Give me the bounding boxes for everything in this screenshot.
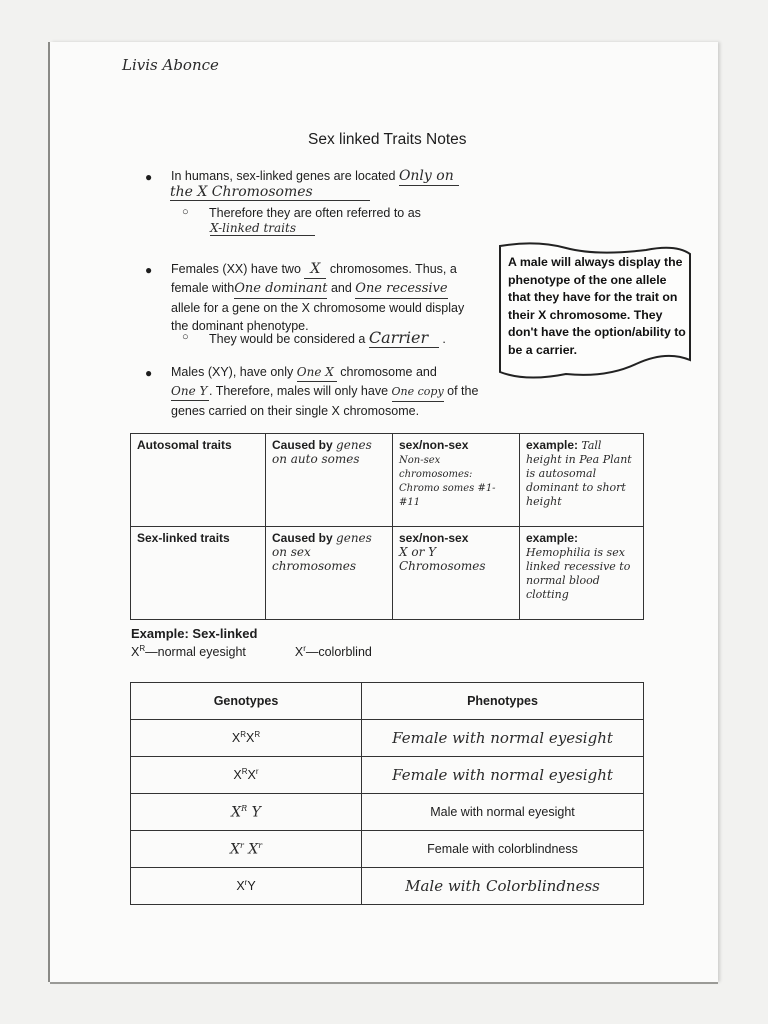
table-header-row (131, 683, 644, 720)
sex-cell: sex/non-sex Non-sex chromosomes: Chromo somes #1-#11 (393, 434, 520, 527)
example-heading: Example: Sex-linked (131, 626, 258, 641)
genotypes-header: Genotypes (131, 683, 362, 720)
caused-cell: Caused by genes on sex chromosomes (266, 527, 393, 620)
bullet-2: Females (XX) have two X chromosomes. Thus, a female withOne dominant and One recessive allele for a gene on the X chromosome would display the dominant phenotype. (171, 261, 465, 333)
bullet-1: In humans, sex-linked genes are located Only on (171, 167, 501, 186)
table-row (131, 868, 644, 905)
phenotypes-header: Phenotypes (362, 683, 644, 720)
phenotype-cell: Female with colorblindness (362, 831, 644, 868)
genotype-cell: $X^RX^R$ (131, 720, 362, 757)
example-cell: example: Hemophilia is sex linked recessive to normal blood clotting (520, 527, 644, 620)
phenotype-cell: Female with normal eyesight (362, 757, 644, 794)
bullet-1-sub: Therefore they are often referred to as (209, 206, 421, 220)
caused-cell: Caused by genes on auto somes (266, 434, 393, 527)
genotype-cell: $X^r$ $X^r$ (131, 831, 362, 868)
bullet-dot: ● (145, 170, 153, 184)
genotype-table (130, 682, 644, 905)
phenotype-cell: Male with normal eyesight (362, 794, 644, 831)
table-row (131, 794, 644, 831)
genotype-cell: $X^rY$ (131, 868, 362, 905)
table-row (131, 434, 644, 527)
genotype-cell: $X^R$ Y (131, 794, 362, 831)
bullet-1-sub-answer: X-linked traits (210, 221, 315, 236)
phenotype-cell: Male with Colorblindness (362, 868, 644, 905)
row-name: Autosomal traits (131, 434, 266, 527)
bullet-dot: ● (145, 366, 153, 380)
row-name: Sex-linked traits (131, 527, 266, 620)
bullet-1-answer-line: the X Chromosomes (170, 184, 370, 201)
callout-box (496, 242, 692, 378)
genotype-cell: $X^RX^r$ (131, 757, 362, 794)
sub-bullet-circle: ○ (182, 206, 189, 218)
sex-cell: sex/non-sex X or Y Chromosomes (393, 527, 520, 620)
sub-bullet-circle: ○ (182, 331, 189, 343)
table-row (131, 720, 644, 757)
traits-table (130, 433, 644, 620)
example-cell: example: Tall height in Pea Plant is autosomal dominant to short height (520, 434, 644, 527)
bullet-3: Males (XY), have only One X chromosome and One Y . Therefore, males will only have One copy of the genes carried on their single X chromosome. (171, 365, 479, 418)
callout-text: A male will always display the phenotype of the one allele that they have for the trait on their X chromosome. They don't have the option/ability to be a carrier. (508, 255, 686, 357)
bullet-dot: ● (145, 263, 153, 277)
phenotype-cell: Female with normal eyesight (362, 720, 644, 757)
table-row (131, 527, 644, 620)
student-name: Livis Abonce (122, 56, 219, 74)
example-key: $X^R—normal$ eyesight $X^r—colorblind$ (131, 644, 372, 660)
bullet-2-sub: They would be considered a Carrier . (209, 328, 446, 347)
table-row (131, 757, 644, 794)
page-title: Sex linked Traits Notes (308, 131, 467, 148)
table-row (131, 831, 644, 868)
